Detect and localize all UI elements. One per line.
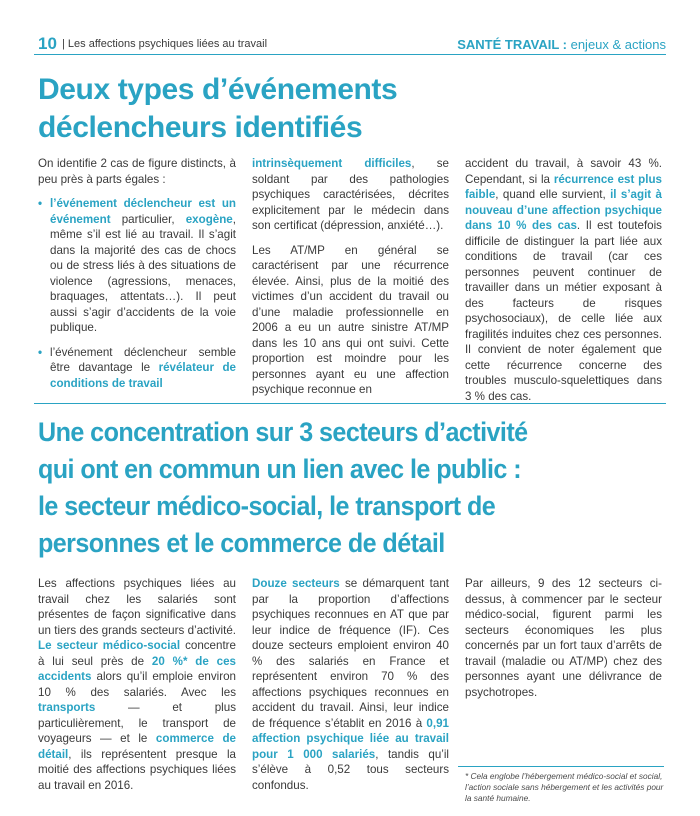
section1-title <box>38 71 397 147</box>
sectors-paragraph <box>38 576 236 793</box>
body-text: , quand elle survient, <box>495 188 611 201</box>
bullet-emphasis: l’événement déclencheur est un événement <box>50 197 236 226</box>
bullet-icon: • <box>38 197 43 210</box>
section2-title-line4: personnes et le commerce de détail <box>38 528 445 558</box>
footnote: * Cela englobe l’hébergement médico-social et social, l’action sociale sans hébergement et les activités pour la santé humaine. <box>465 771 664 803</box>
section-label <box>457 37 666 52</box>
emphasis-text: Douze secteurs <box>252 577 340 590</box>
body-text: , tandis qu’il s’élève à 0,52 tous secteurs confondus. <box>252 747 450 792</box>
section1-column-2 <box>252 156 449 407</box>
section2-column-3 <box>465 576 662 709</box>
bullet-item-revealer <box>38 345 236 392</box>
body-text: — et plus particulièrement, le transport de voyageurs — et le <box>38 701 236 745</box>
bullet-text: , même s’il est lié au travail. Il s’agit dans la majorité des cas de chocs ou de stress liés à des situations de violence (agressions, menaces, braquages, attentats…). Il peut aussi s’agir d’accidents de la voie publique. <box>50 212 236 334</box>
body-text: concentre à lui seul près de <box>38 639 236 668</box>
col2-paragraph-1 <box>252 156 449 234</box>
twelve-sectors-paragraph <box>252 576 449 793</box>
emphasis-text: transports <box>38 701 96 714</box>
col2-paragraph-2: Les AT/MP en général se caractérisent par une récurrence élevée. Ainsi, plus de la moitié des victimes d’un accident du travail ou d’une maladie professionnelle en 2006 a eu un autre sinistre AT/MP dans les 10 ans qui ont suivi. Cette proportion est moindre pour les personnes ayant eu une affection psychique reconnue en <box>252 243 449 396</box>
emphasis-text: 20 %* de ces accidents <box>38 654 236 683</box>
emphasis-text: il s’agit à nouveau d’une affection psychique dans 10 % des cas <box>465 188 662 232</box>
section2-column-2 <box>252 576 449 802</box>
body-text: , ils représentent presque la moitié des affections psychiques liées au travail en 2016. <box>38 747 236 792</box>
body-text: alors qu’il emploie environ 10 % des salariés. Avec les <box>38 670 236 699</box>
intro-paragraph: On identifie 2 cas de figure distincts, à peu près à parts égales : <box>38 157 236 186</box>
body-text: . Il est toutefois difficile de distinguer la part liée aux conditions de travail (car ces personnes peuvent continuer de travailler dans un métier exposant à des facteurs de risques psychosociaux), de celle liée aux fragilités induites chez ces personnes. Il convient de noter également que cette récurrence concerne des troubles musculo-squelettiques dans 3 % des cas. <box>465 219 662 403</box>
section-label-rest: enjeux & actions <box>566 37 666 52</box>
bullet-item-exogenous <box>38 196 236 336</box>
page-header <box>34 28 666 55</box>
emphasis-text: commerce de détail <box>38 732 236 761</box>
section-divider <box>34 403 666 404</box>
body-text: accident du travail, à savoir 43 %. Cependant, si la <box>465 157 662 186</box>
page-number: 10 <box>38 34 57 53</box>
section1-column-1 <box>38 156 236 400</box>
section2-title-line3: le secteur médico-social, le transport de <box>38 491 496 521</box>
bullet-emphasis: exogène <box>185 212 233 226</box>
section2-title <box>38 414 528 562</box>
bullet-emphasis: révélateur de conditions de travail <box>50 361 236 390</box>
emphasis-text: 0,91 affection psychique liée au travail pour 1 000 salariés <box>252 716 449 761</box>
section-label-bold: SANTÉ TRAVAIL : <box>457 37 567 52</box>
bullet-icon: • <box>38 345 43 359</box>
emphasis-text: intrinsèquement difficiles <box>252 157 412 170</box>
section2-title-line1: Une concentration sur 3 secteurs d’activité <box>38 417 528 447</box>
bullet-text: particulier, <box>110 212 186 226</box>
section1-title-line1: Deux types d’événements <box>38 73 398 106</box>
bullet-text: l’événement déclencheur semble être davantage le <box>50 345 236 374</box>
body-text: se démarquent tant par la proportion d’affections psychiques reconnues en AT que par leur indice de fréquence (IF). Ces douze secteurs emploient environ 40 % des salariés en France et représentent environ 70 % des affections psychiques reconnues en accident du travail. Ainsi, leur indice de fréquence s’établit en 2016 à <box>252 577 449 730</box>
body-text: Les affections psychiques liées au travail chez les salariés sont présentes de façon significative dans un tiers des grands secteurs d’activité. <box>38 577 236 637</box>
body-text: , se soldant par des pathologies psychiques caractérisées, décrites explicitement par le médecin dans son certificat (dépression, anxiété…). <box>252 157 449 232</box>
emphasis-text: Le secteur médico-social <box>38 639 181 652</box>
section2-title-line2: qui ont en commun un lien avec le public : <box>38 454 522 484</box>
section1-column-3 <box>465 156 662 413</box>
psychotropes-paragraph: Par ailleurs, 9 des 12 secteurs ci-dessus, à commencer par le secteur médico-social, figurent parmi les secteurs économiques les plus concernés par un fort taux d’arrêts de travail (maladie ou AT/MP) chez des personnes ayant une délivrance de psychotropes. <box>465 577 662 699</box>
col3-paragraph <box>465 156 662 404</box>
running-title: | Les affections psychiques liées au travail <box>62 38 268 50</box>
footnote-rule <box>458 766 664 767</box>
section1-title-line2: déclencheurs identifiés <box>38 111 363 144</box>
section2-column-1 <box>38 576 236 802</box>
emphasis-text: récurrence est plus faible <box>465 172 662 201</box>
